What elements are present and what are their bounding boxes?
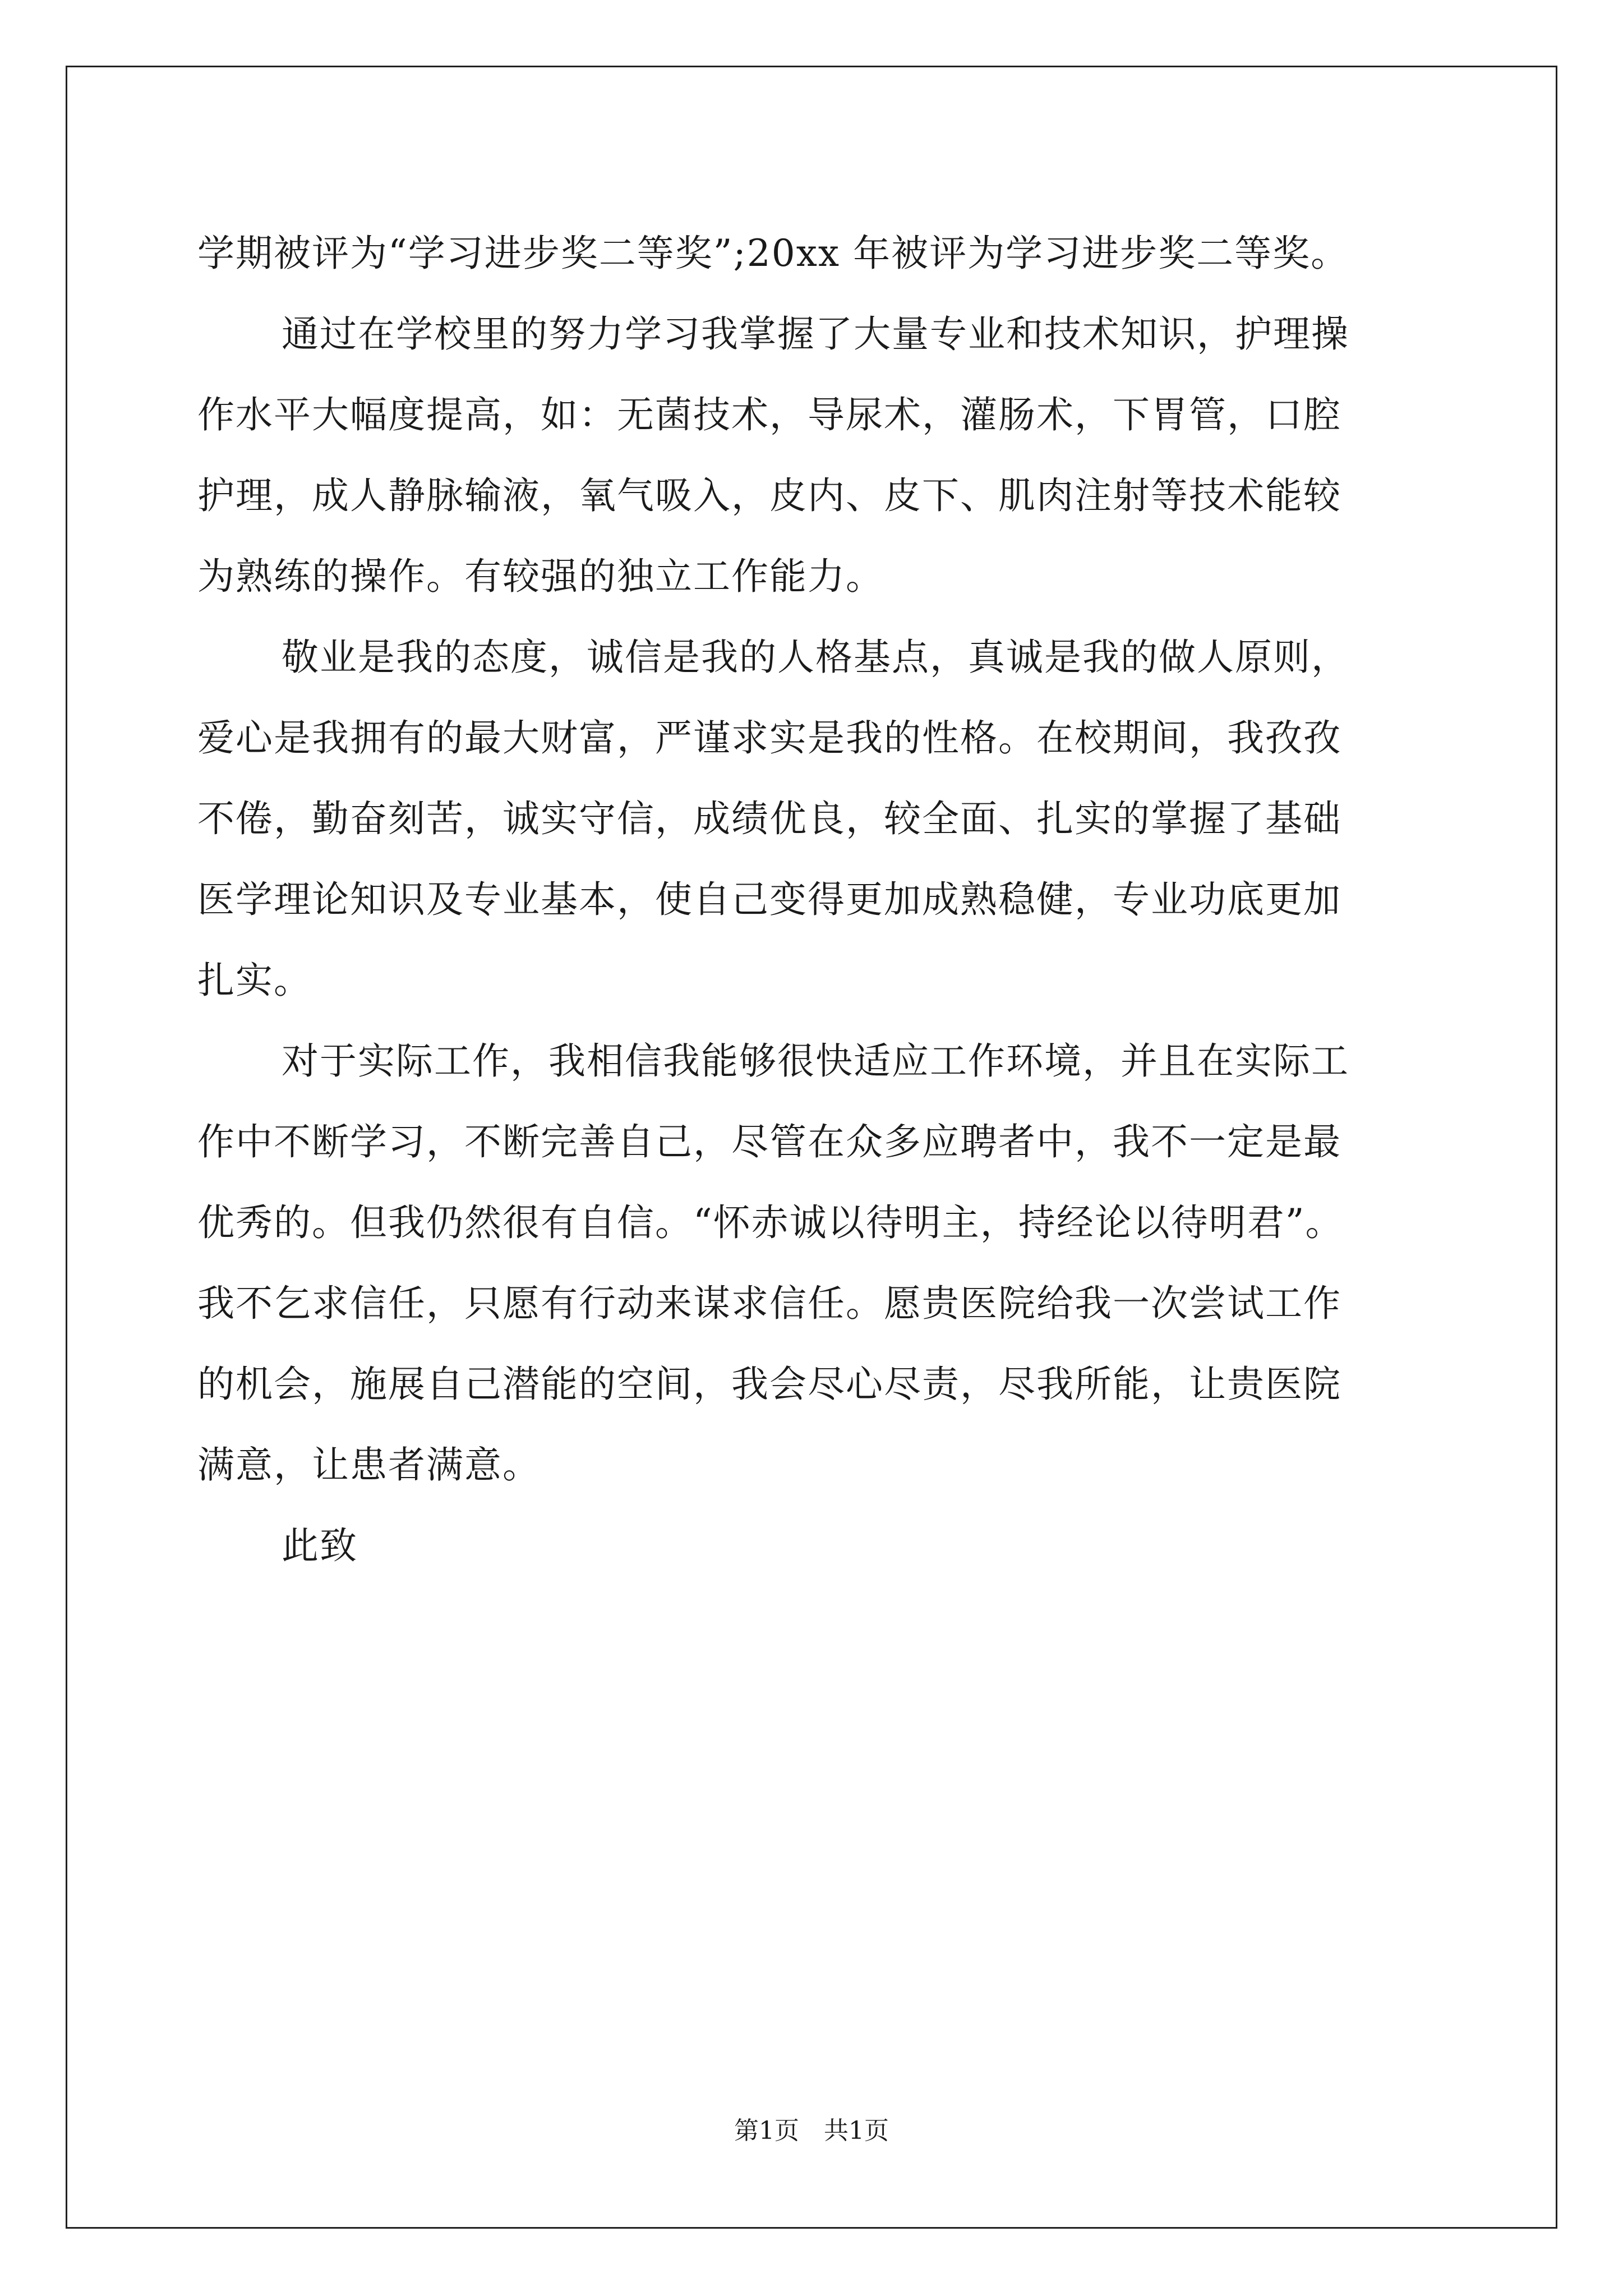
text-line: 作中不断学习，不断完善自己，尽管在众多应聘者中，我不一定是最 <box>197 1120 1341 1163</box>
text-line: 扎实。 <box>197 959 312 1002</box>
paragraph-start-line: 通过在学校里的努力学习我掌握了大量专业和技术知识，护理操 <box>282 312 1349 356</box>
text-line: 护理，成人静脉输液，氧气吸入，皮内、皮下、肌肉注射等技术能较 <box>197 474 1341 517</box>
text-line: 爱心是我拥有的最大财富，严谨求实是我的性格。在校期间，我孜孜 <box>197 716 1341 760</box>
text-line: 我不乞求信任，只愿有行动来谋求信任。愿贵医院给我一次尝试工作 <box>197 1282 1341 1325</box>
text-line: 学期被评为“学习进步奖二等奖”;20xx 年被评为学习进步奖二等奖。 <box>197 232 1349 275</box>
text-line: 满意，让患者满意。 <box>197 1443 541 1487</box>
text-line: 医学理论知识及专业基本，使自己变得更加成熟稳健，专业功底更加 <box>197 878 1341 921</box>
closing-salutation: 此致 <box>282 1524 358 1567</box>
page-number-footer: 第1页 共1页 <box>734 2116 889 2145</box>
text-line: 优秀的。但我仍然很有自信。“怀赤诚以待明主，持经论以待明君”。 <box>197 1201 1344 1244</box>
text-line: 的机会，施展自己潜能的空间，我会尽心尽责，尽我所能，让贵医院 <box>197 1363 1341 1406</box>
text-line: 为熟练的操作。有较强的独立工作能力。 <box>197 555 884 598</box>
text-line: 作水平大幅度提高，如：无菌技术，导尿术，灌肠术，下胃管，口腔 <box>197 393 1341 436</box>
document-body <box>197 213 1431 1586</box>
paragraph-start-line: 敬业是我的态度，诚信是我的人格基点，真诚是我的做人原则， <box>282 636 1349 679</box>
paragraph-start-line: 对于实际工作，我相信我能够很快适应工作环境，并且在实际工 <box>282 1039 1349 1083</box>
text-line: 不倦，勤奋刻苦，诚实守信，成绩优良，较全面、扎实的掌握了基础 <box>197 797 1341 840</box>
